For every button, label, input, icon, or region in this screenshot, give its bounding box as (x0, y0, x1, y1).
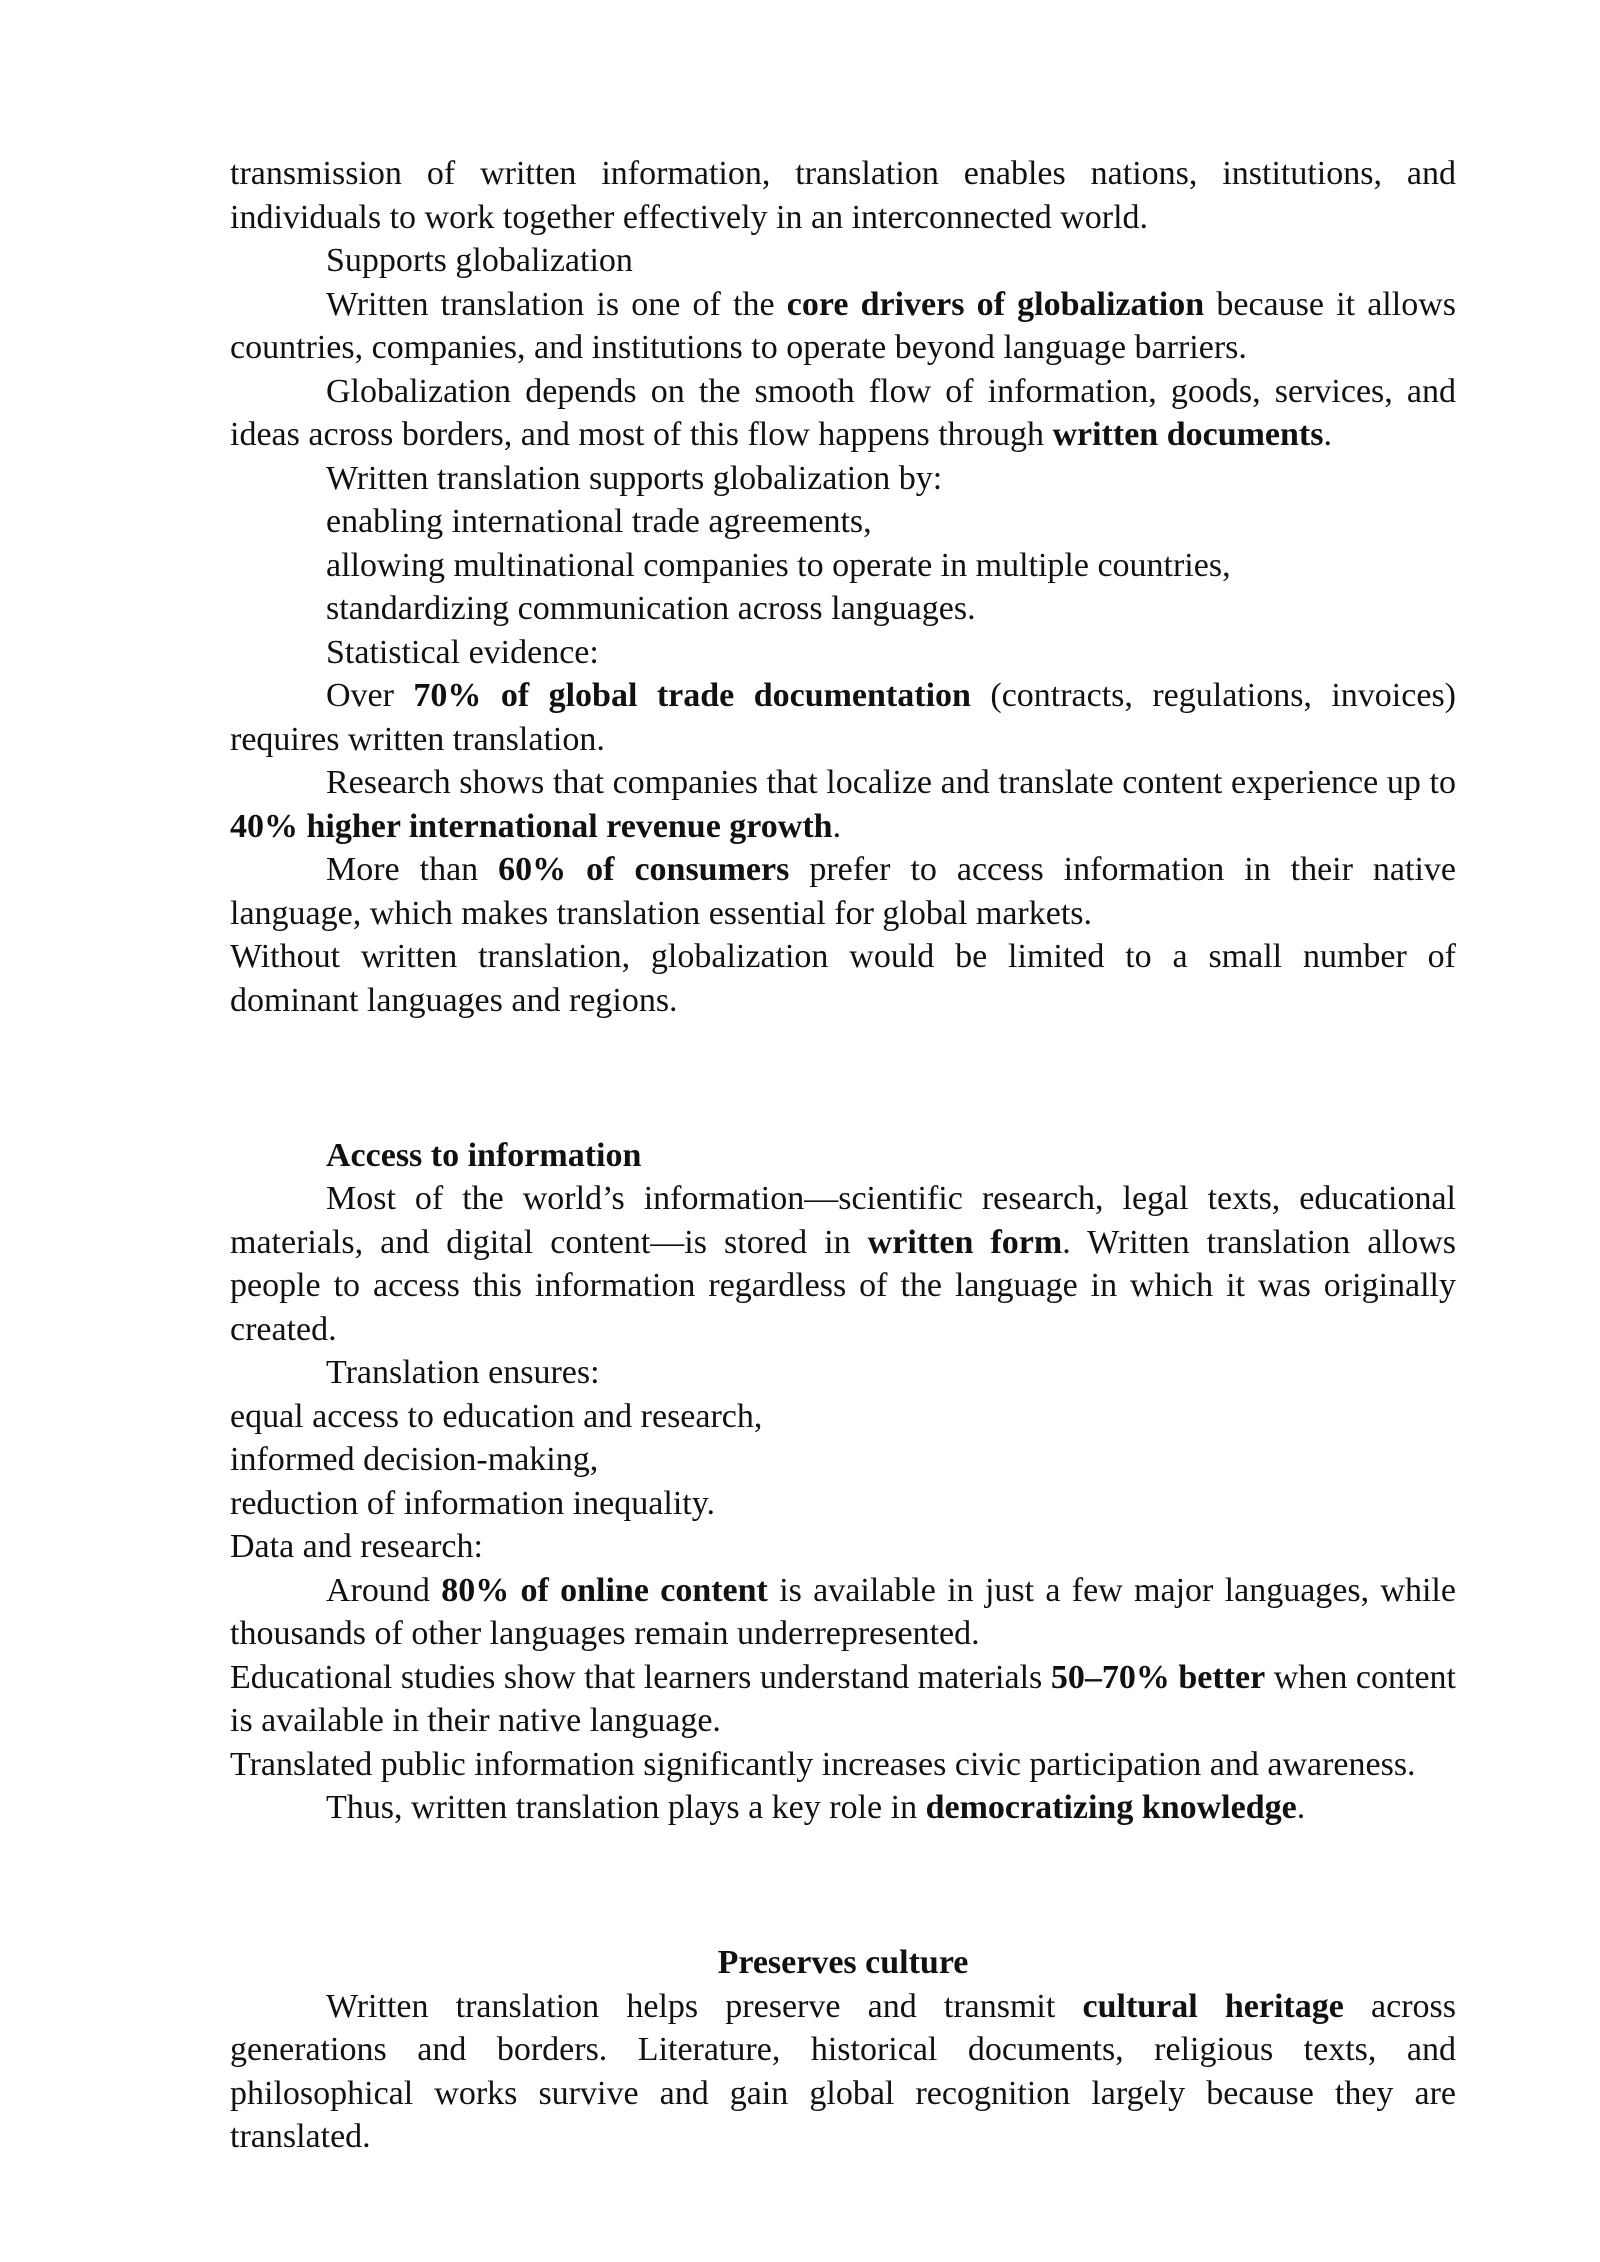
text-line (230, 1438, 1456, 1482)
text-run: More than (326, 851, 499, 888)
blank-line (230, 1056, 1456, 1100)
indented-paragraph (230, 283, 1456, 370)
text-line (230, 1525, 1456, 1569)
text-run: . Written translation allows people to access this information regardless of the language in which it was originally created. (230, 1223, 1457, 1348)
text-run: Most of the world’s information—scientific research, legal texts, educational materials, and digital content—is stored in (230, 1180, 1456, 1261)
bold-text: written form (867, 1223, 1063, 1261)
text-run: enabling international trade agreements, (326, 503, 872, 540)
indented-paragraph (230, 761, 1456, 848)
text-line (230, 1482, 1456, 1526)
indented-paragraph (230, 370, 1456, 457)
text-run: . (1296, 1789, 1306, 1826)
text-run: standardizing communication across languages. (326, 590, 976, 627)
bold-text: Preserves culture (717, 1944, 969, 1981)
paragraph (230, 152, 1456, 239)
indented-paragraph (230, 1569, 1456, 1656)
text-line (230, 1395, 1456, 1439)
text-run: Translation ensures: (326, 1354, 600, 1391)
text-run: . (1323, 416, 1332, 453)
text-run: . (832, 807, 842, 845)
indented-line (230, 239, 1456, 283)
bold-text: 80% of online content (441, 1571, 768, 1609)
text-run: when content is available in their native language. (230, 1658, 1456, 1739)
indented-line (230, 1351, 1456, 1395)
text-run: Thus, written translation plays a key role in (326, 1789, 926, 1826)
text-run: transmission of written information, translation enables nations, institutions, and individuals to work together effectively in an interconnected world. (230, 155, 1456, 236)
bold-text: Access to information (326, 1136, 642, 1174)
text-run: Statistical evidence: (326, 633, 599, 671)
indented-line (230, 544, 1456, 588)
text-run: (contracts, regulations, invoices) requires written translation. (230, 677, 1456, 758)
text-run: Globalization depends on the smooth flow of information, goods, services, and ideas across borders, and most of this flow happens through (230, 372, 1456, 453)
bold-text: 40% higher international revenue growth (230, 807, 833, 845)
bold-text: cultural heritage (1082, 1987, 1344, 2025)
bold-text: 60% of consumers (498, 851, 790, 888)
text-run: reduction of information inequality. (230, 1484, 715, 1522)
section-heading (230, 1134, 1456, 1178)
bold-text: core drivers of globalization (786, 285, 1205, 323)
indented-paragraph (230, 674, 1456, 761)
blank-line (230, 1864, 1456, 1908)
text-run: allowing multinational companies to operate in multiple countries, (326, 546, 1231, 584)
bold-text: written documents (1052, 416, 1324, 453)
section-heading (230, 1941, 1456, 1985)
indented-line (230, 500, 1456, 544)
indented-line (230, 457, 1456, 501)
document-page (230, 152, 1456, 2159)
bold-text: democratizing knowledge (925, 1789, 1297, 1826)
text-run: Educational studies show that learners understand materials (230, 1658, 1051, 1696)
paragraph (230, 935, 1456, 1022)
text-run: prefer to access information in their native language, which makes translation essential for global markets. (230, 851, 1456, 932)
indented-line (230, 631, 1456, 675)
text-run: Written translation supports globalization by: (326, 459, 943, 497)
text-run: equal access to education and research, (230, 1397, 763, 1435)
text-run: is available in just a few major languages, while thousands of other languages remain underrepresented. (230, 1571, 1456, 1652)
indented-paragraph (230, 1985, 1456, 2159)
paragraph (230, 1656, 1456, 1743)
text-run: Without written translation, globalization would be limited to a small number of dominant languages and regions. (230, 938, 1456, 1019)
bold-text: 50–70% better (1050, 1658, 1266, 1696)
text-run: Written translation is one of the (326, 285, 787, 323)
text-run: Written translation helps preserve and transmit (326, 1987, 1083, 2025)
bold-text: 70% of global trade documentation (413, 677, 971, 714)
text-run: Over (326, 677, 414, 714)
text-run: Research shows that companies that localize and translate content experience up to (326, 764, 1456, 801)
paragraph (230, 1743, 1456, 1787)
indented-paragraph (230, 848, 1456, 935)
text-run: Supports globalization (326, 242, 633, 279)
text-run: informed decision-making, (230, 1441, 599, 1478)
indented-line (230, 587, 1456, 631)
text-run: because it allows countries, companies, and institutions to operate beyond language barriers. (230, 285, 1456, 366)
indented-paragraph (230, 1177, 1456, 1351)
text-run: Translated public information significantly increases civic participation and awareness. (230, 1745, 1416, 1783)
text-run: Data and research: (230, 1528, 483, 1565)
text-run: across generations and borders. Literature, historical documents, religious texts, and philosophical works survive and gain global recognition largely because they are translated. (230, 1987, 1456, 2155)
text-run: Around (326, 1571, 442, 1609)
indented-line (230, 1786, 1456, 1830)
